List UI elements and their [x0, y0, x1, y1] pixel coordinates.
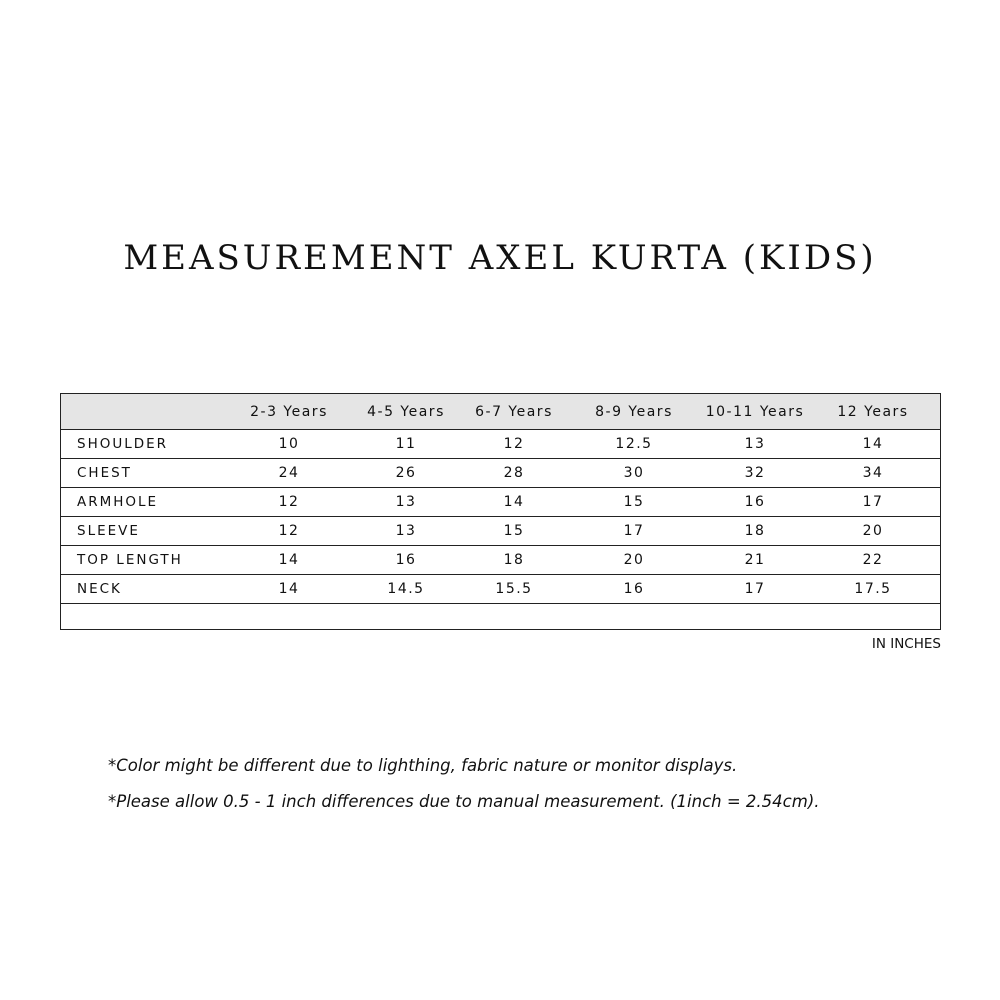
size-chart-table: [60, 393, 941, 630]
column-header: 4-5 Years: [367, 403, 445, 420]
table-cell: 10: [278, 436, 300, 452]
table-header-row: [61, 394, 940, 430]
note-color-disclaimer: *Color might be different due to lighthing, fabric nature or monitor displays.: [108, 756, 738, 775]
note-measurement-disclaimer: *Please allow 0.5 - 1 inch differences due to manual measurement. (1inch = 2.54cm).: [108, 792, 820, 811]
table-cell: 32: [744, 465, 766, 481]
table-cell: 16: [744, 494, 766, 510]
page-title: MEASUREMENT AXEL KURTA (KIDS): [123, 238, 877, 278]
row-label: ARMHOLE: [77, 494, 159, 510]
table-cell: 17: [623, 523, 645, 539]
table-cell: 24: [278, 465, 300, 481]
table-cell: 12: [503, 436, 525, 452]
table-cell: 21: [744, 552, 766, 568]
column-header: 12 Years: [837, 403, 909, 420]
table-cell: 16: [395, 552, 417, 568]
table-cell: 16: [623, 581, 645, 597]
table-cell: 34: [862, 465, 884, 481]
table-cell: 13: [744, 436, 766, 452]
row-label: TOP LENGTH: [77, 552, 183, 568]
table-cell: 14: [503, 494, 525, 510]
table-cell: 14.5: [387, 581, 425, 597]
row-label: NECK: [77, 581, 122, 597]
table-cell: 14: [278, 552, 300, 568]
column-header: 10-11 Years: [705, 403, 805, 420]
table-cell: 15: [623, 494, 645, 510]
table-cell: 28: [503, 465, 525, 481]
table-cell: 12: [278, 494, 300, 510]
table-cell: 12: [278, 523, 300, 539]
column-header: 8-9 Years: [595, 403, 673, 420]
table-cell: 18: [744, 523, 766, 539]
table-row: [61, 459, 940, 488]
row-label: SHOULDER: [77, 436, 169, 452]
table-row: [61, 575, 940, 604]
row-label: CHEST: [77, 465, 132, 481]
table-cell: 15: [503, 523, 525, 539]
table-cell: 17: [744, 581, 766, 597]
table-cell: 14: [278, 581, 300, 597]
table-row: [61, 488, 940, 517]
table-cell: 18: [503, 552, 525, 568]
table-cell: 20: [862, 523, 884, 539]
table-row: [61, 517, 940, 546]
table-cell: 14: [862, 436, 884, 452]
table-cell: 26: [395, 465, 417, 481]
table-cell: 22: [862, 552, 884, 568]
column-header: 6-7 Years: [475, 403, 553, 420]
table-cell: 30: [623, 465, 645, 481]
table-cell: 17: [862, 494, 884, 510]
table-cell: 15.5: [495, 581, 533, 597]
table-cell: 17.5: [854, 581, 892, 597]
table-cell: 13: [395, 523, 417, 539]
row-label: SLEEVE: [77, 523, 140, 539]
table-cell: 13: [395, 494, 417, 510]
table-row: [61, 546, 940, 575]
unit-label: IN INCHES: [871, 636, 941, 652]
table-cell: 20: [623, 552, 645, 568]
table-row: [61, 430, 940, 459]
table-cell: 12.5: [615, 436, 653, 452]
table-cell: 11: [395, 436, 417, 452]
column-header: 2-3 Years: [250, 403, 328, 420]
